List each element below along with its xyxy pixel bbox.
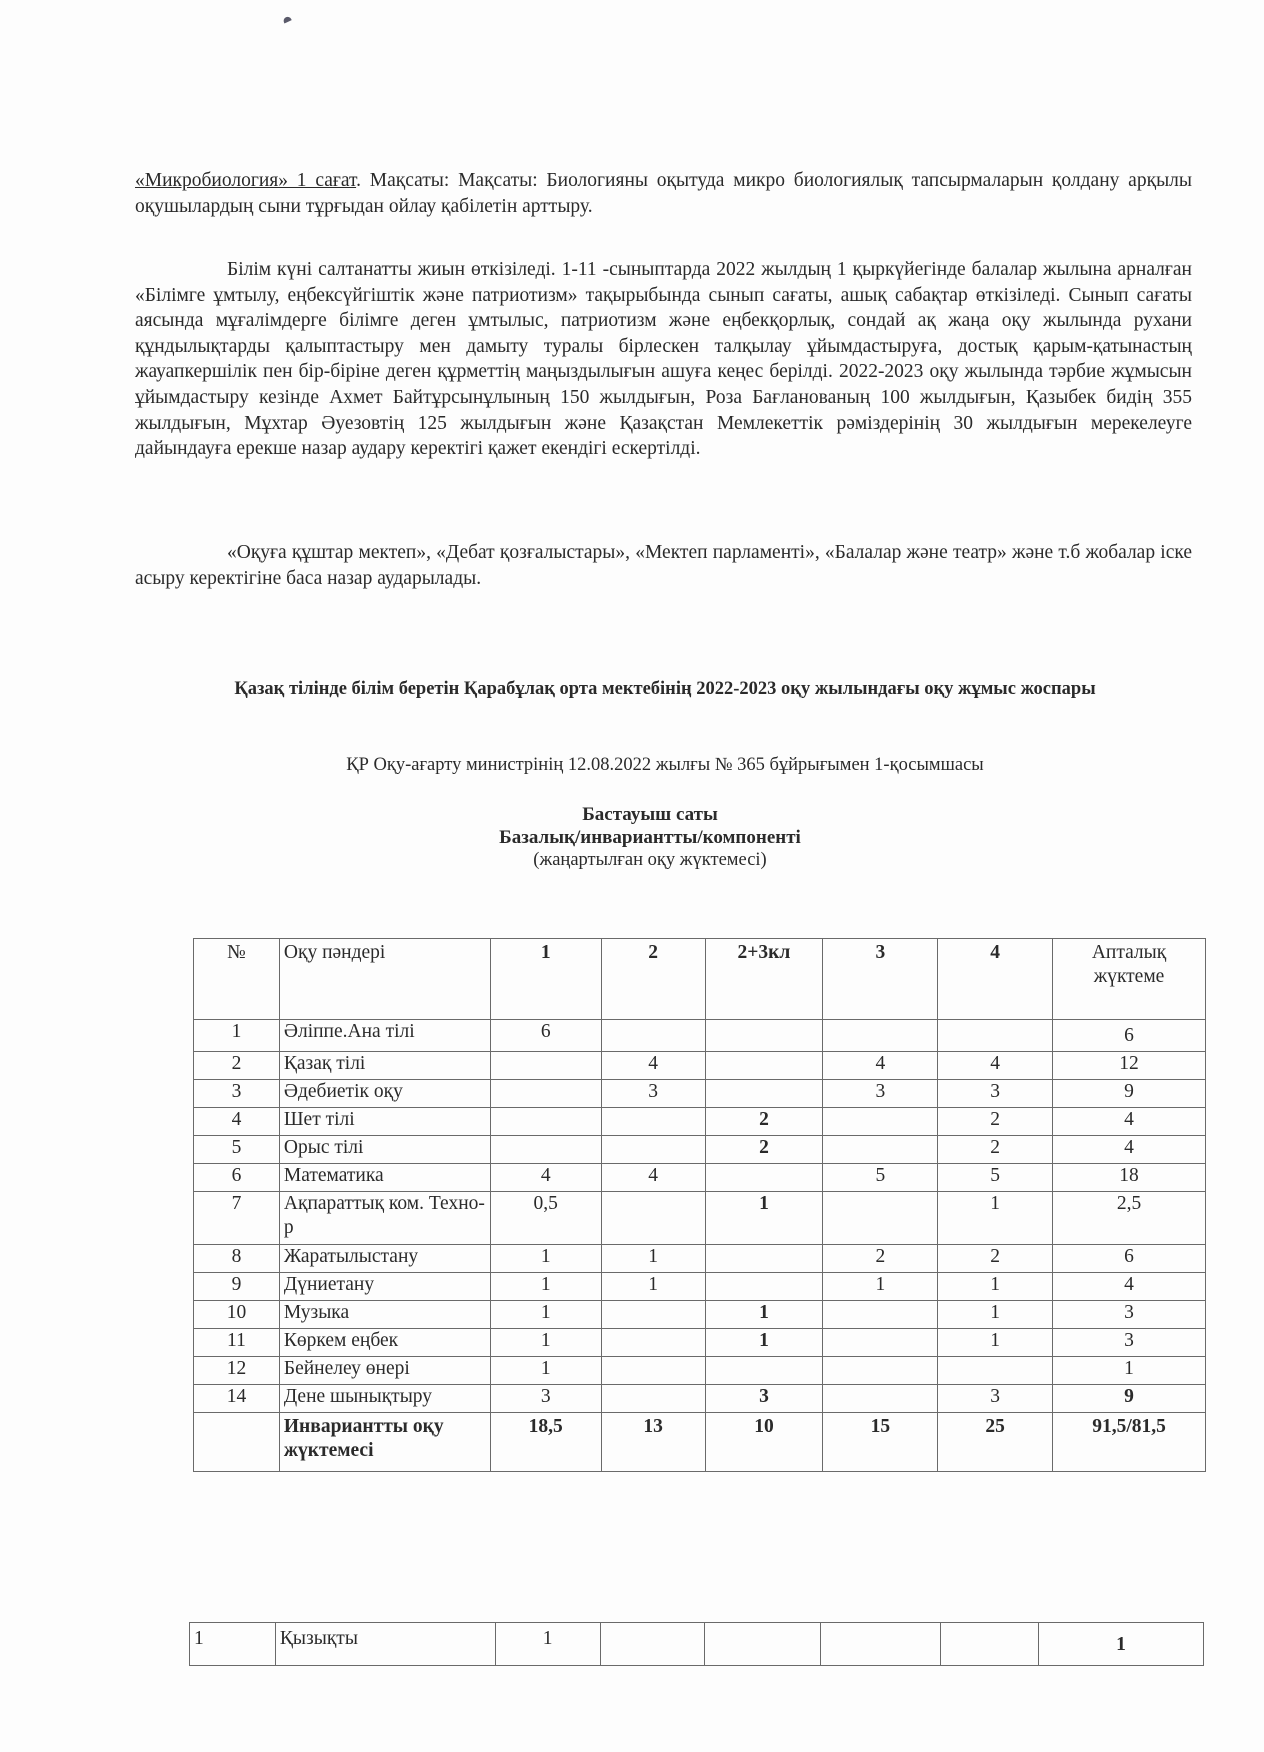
cell-number: 3 [194, 1080, 280, 1108]
cell-grade-3 [823, 1020, 938, 1052]
cell-grade-2 [601, 1020, 705, 1052]
cell-grade-4 [938, 1020, 1053, 1052]
cell-grade-3: 5 [823, 1164, 938, 1192]
cell-grade-4: 1 [938, 1192, 1053, 1245]
cell-subject: Шет тілі [279, 1108, 490, 1136]
table-row [194, 1301, 1206, 1329]
table-row [190, 1623, 1204, 1666]
total-weekly: 91,5/81,5 [1053, 1413, 1206, 1472]
cell-grade-1: 3 [490, 1385, 601, 1413]
cell-grade-1: 1 [490, 1245, 601, 1273]
cell-grade-2 [601, 1329, 705, 1357]
cell-grade-1 [490, 1080, 601, 1108]
cell-grade-1 [490, 1108, 601, 1136]
cell-grade-2-3: 2 [705, 1136, 823, 1164]
section-heading [380, 803, 920, 872]
cell-weekly: 1 [1039, 1623, 1204, 1666]
cell-subject: Бейнелеу өнері [279, 1357, 490, 1385]
header-subjects: Оқу пәндері [279, 939, 490, 1020]
cell-grade-1: 1 [490, 1357, 601, 1385]
header-weekly-load: Апталық жүктеме [1053, 939, 1206, 1020]
cell-grade-3 [823, 1385, 938, 1413]
total-grade-3: 15 [823, 1413, 938, 1472]
cell-subject: Қазақ тілі [279, 1052, 490, 1080]
cell-grade-4 [938, 1357, 1053, 1385]
cell-grade-3 [823, 1192, 938, 1245]
table-row [194, 1052, 1206, 1080]
cell-subject: Әліппе.Ана тілі [279, 1020, 490, 1052]
header-grade-2-3: 2+3кл [705, 939, 823, 1020]
cell-weekly: 3 [1053, 1301, 1206, 1329]
cell-grade-1: 1 [490, 1329, 601, 1357]
cell-grade-2 [601, 1301, 705, 1329]
header-grade-4: 4 [938, 939, 1053, 1020]
cell-subject: Қызықты [275, 1623, 495, 1666]
section-level: Бастауыш саты [582, 804, 718, 825]
paragraph-knowledge-day: Білім күні салтанатты жиын өткізіледі. 1-11 -сыныптарда 2022 жылдың 1 қыркүйегінде балалар жылына арналған «Білімге ұмтылу, еңбексүйгіштік және патриотизм» тақырыбында сынып сағаты, ашық сабақтар өткізіледі. Сынып сағаты аясында мұғалімдерге білімге деген ұмтылыс, патриотизм және еңбекқорлық, сондай ақ жаңа оқу жылында рухани құндылықтарды қалыптастыру мен дамыту туралы бірлескен талқылау ұйымдастыруға, достық қарым-қатынастың жауапкершілік пен бір-біріне деген құрметтің маңыздылығын ашуға кеңес берілді. 2022-2023 оқу жылында тәрбие жұмысын ұйымдастыру кезінде Ахмет Байтұрсынұлының 150 жылдығын, Роза Бағланованың 100 жылдығын, Қазыбек бидің 355 жылдығын, Мұхтар Әуезовтің 125 жылдығын және Қазақстан Мемлекеттік рәміздерінің 30 жылдығын мерекелеуге дайындауға ерекше назар аудару керектігі қажет екендігі ескертілді. [135, 259, 1192, 460]
cell-weekly: 6 [1053, 1020, 1206, 1052]
cell-number: 9 [194, 1273, 280, 1301]
total-grade-2: 13 [601, 1413, 705, 1472]
cell-grade-1: 1 [490, 1273, 601, 1301]
cell-grade-4: 2 [938, 1245, 1053, 1273]
cell-number: 11 [194, 1329, 280, 1357]
page-title: Қазақ тілінде білім беретін Қарабұлақ орта мектебінің 2022-2023 оқу жылындағы оқу жұмыс жоспары [234, 679, 1096, 699]
table-total-row [194, 1413, 1206, 1472]
cell-weekly: 12 [1053, 1052, 1206, 1080]
cell-grade-2: 4 [601, 1052, 705, 1080]
cell-number: 7 [194, 1192, 280, 1245]
cell-subject: Математика [279, 1164, 490, 1192]
paragraph-microbiology [135, 168, 1192, 219]
section-component: Базалық/инвариантты/компоненті [499, 827, 801, 848]
cell-weekly: 2,5 [1053, 1192, 1206, 1245]
cell-grade-4: 4 [938, 1052, 1053, 1080]
cell-grade-1: 1 [490, 1301, 601, 1329]
cell-number: 2 [194, 1052, 280, 1080]
cell-grade-4: 1 [938, 1273, 1053, 1301]
page-subtitle: ҚР Оқу-ағарту министрінің 12.08.2022 жылғы № 365 бұйрығымен 1-қосымшасы [346, 755, 984, 775]
cell-grade-1 [490, 1136, 601, 1164]
table-row [194, 1357, 1206, 1385]
cell-subject: Көркем еңбек [279, 1329, 490, 1357]
cell-grade-2: 1 [601, 1245, 705, 1273]
cell-grade-3: 4 [823, 1052, 938, 1080]
cell-grade-4: 1 [938, 1329, 1053, 1357]
cell-grade-4 [941, 1623, 1039, 1666]
microbiology-link-text: «Микробиология» 1 сағат [135, 170, 357, 191]
cell-grade-2-3: 1 [705, 1301, 823, 1329]
cell-grade-2-3 [705, 1245, 823, 1273]
cell-number: 1 [194, 1020, 280, 1052]
cell-grade-2-3 [705, 1273, 823, 1301]
cell-number: 10 [194, 1301, 280, 1329]
cell-grade-1 [490, 1052, 601, 1080]
cell-grade-1: 1 [495, 1623, 600, 1666]
total-label: Инвариантты оқу жүктемесі [279, 1413, 490, 1472]
cell-grade-2-3: 3 [705, 1385, 823, 1413]
cell-grade-2 [601, 1192, 705, 1245]
cell-weekly: 3 [1053, 1329, 1206, 1357]
table-row [194, 1164, 1206, 1192]
cell-grade-2 [601, 1357, 705, 1385]
cell-grade-3 [823, 1301, 938, 1329]
elective-table [189, 1622, 1204, 1666]
cell-weekly: 4 [1053, 1136, 1206, 1164]
cell-weekly: 18 [1053, 1164, 1206, 1192]
cell-grade-4: 2 [938, 1136, 1053, 1164]
cell-subject: Жаратылыстану [279, 1245, 490, 1273]
cell-subject: Ақпараттық ком. Техно-р [279, 1192, 490, 1245]
header-grade-3: 3 [823, 939, 938, 1020]
cell-grade-2-3 [705, 1020, 823, 1052]
cell-grade-2-3: 2 [705, 1108, 823, 1136]
header-number: № [194, 939, 280, 1020]
header-grade-1: 1 [490, 939, 601, 1020]
cell-number: 5 [194, 1136, 280, 1164]
cell-grade-2: 3 [601, 1080, 705, 1108]
cell-grade-4: 5 [938, 1164, 1053, 1192]
cell-grade-1: 0,5 [490, 1192, 601, 1245]
cell-grade-2: 1 [601, 1273, 705, 1301]
cell-number: 12 [194, 1357, 280, 1385]
paragraph-text: . Мақсаты: Мақсаты: Биологияны оқытуда микро биологиялық тапсырмаларын қолдану арқылы оқушылардың сыни тұрғыдан ойлау қабілетін арттыру. [135, 170, 1192, 217]
table-row [194, 1329, 1206, 1357]
table-row [194, 1245, 1206, 1273]
cell-grade-4: 3 [938, 1385, 1053, 1413]
cell-subject: Дүниетану [279, 1273, 490, 1301]
curriculum-table [193, 938, 1206, 1472]
cell-grade-1: 4 [490, 1164, 601, 1192]
table-row [194, 1020, 1206, 1052]
cell-subject: Әдебиетік оқу [279, 1080, 490, 1108]
cell-grade-3: 2 [823, 1245, 938, 1273]
cell-weekly: 4 [1053, 1273, 1206, 1301]
cell-weekly: 6 [1053, 1245, 1206, 1273]
cell-grade-2-3 [704, 1623, 821, 1666]
cell-grade-2-3: 1 [705, 1329, 823, 1357]
cell-grade-2-3 [705, 1080, 823, 1108]
table-row [194, 1385, 1206, 1413]
cell-grade-2 [600, 1623, 704, 1666]
cell-grade-4: 1 [938, 1301, 1053, 1329]
cell-grade-2-3 [705, 1052, 823, 1080]
cell-number: 14 [194, 1385, 280, 1413]
cell-number: 6 [194, 1164, 280, 1192]
cell-grade-2 [601, 1385, 705, 1413]
cell-grade-1: 6 [490, 1020, 601, 1052]
cell-grade-4: 3 [938, 1080, 1053, 1108]
cell-grade-3 [823, 1357, 938, 1385]
cell-grade-3 [823, 1329, 938, 1357]
table-row [194, 1273, 1206, 1301]
cell-grade-3: 3 [823, 1080, 938, 1108]
table-header-row [194, 939, 1206, 1020]
total-grade-2-3: 10 [705, 1413, 823, 1472]
cell-number: 4 [194, 1108, 280, 1136]
table-row [194, 1080, 1206, 1108]
cell-grade-2 [601, 1108, 705, 1136]
cell-grade-2-3 [705, 1164, 823, 1192]
header-grade-2: 2 [601, 939, 705, 1020]
paragraph-projects: «Оқуға құштар мектеп», «Дебат қозғалыстары», «Мектеп парламенті», «Балалар және театр» және т.б жобалар іске асыру керектігіне баса назар аударылады. [135, 542, 1192, 589]
cell-subject: Дене шынықтыру [279, 1385, 490, 1413]
cell-grade-3 [821, 1623, 941, 1666]
cell-number: 1 [190, 1623, 276, 1666]
cell-grade-3: 1 [823, 1273, 938, 1301]
cell-grade-2-3: 1 [705, 1192, 823, 1245]
cell-weekly: 9 [1053, 1385, 1206, 1413]
total-grade-1: 18,5 [490, 1413, 601, 1472]
table-row [194, 1136, 1206, 1164]
cell-grade-2: 4 [601, 1164, 705, 1192]
cell-grade-4: 2 [938, 1108, 1053, 1136]
table-row [194, 1192, 1206, 1245]
total-number [194, 1413, 280, 1472]
cell-weekly: 9 [1053, 1080, 1206, 1108]
cell-weekly: 1 [1053, 1357, 1206, 1385]
cell-weekly: 4 [1053, 1108, 1206, 1136]
cell-grade-3 [823, 1108, 938, 1136]
table-row [194, 1108, 1206, 1136]
section-note: (жаңартылған оқу жүктемесі) [533, 850, 767, 870]
cell-number: 8 [194, 1245, 280, 1273]
cell-grade-2 [601, 1136, 705, 1164]
total-grade-4: 25 [938, 1413, 1053, 1472]
cell-grade-3 [823, 1136, 938, 1164]
cell-subject: Музыка [279, 1301, 490, 1329]
cell-grade-2-3 [705, 1357, 823, 1385]
cell-subject: Орыс тілі [279, 1136, 490, 1164]
stray-mark [282, 16, 291, 24]
